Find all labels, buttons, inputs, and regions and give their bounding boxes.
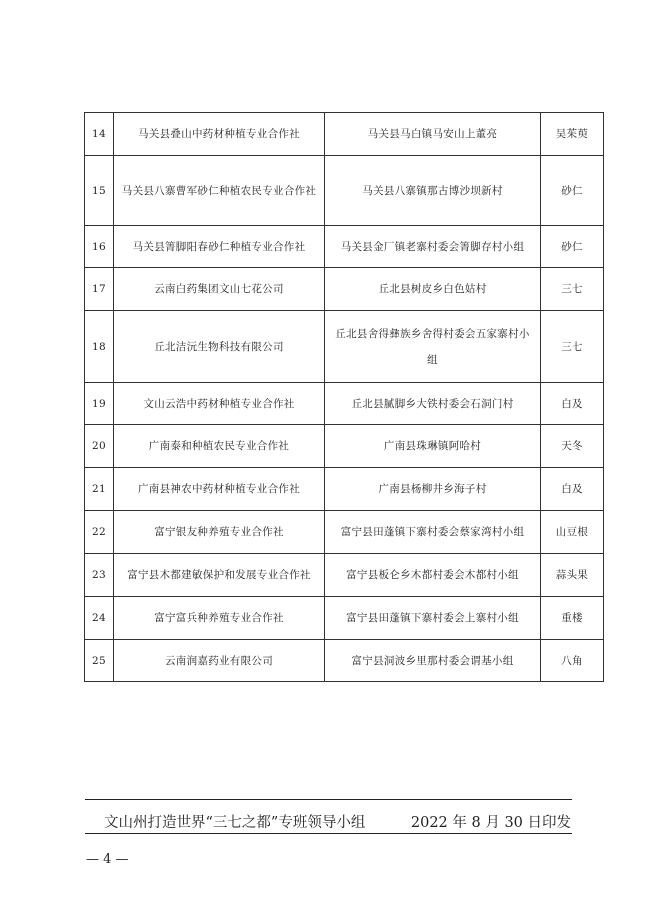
table-row: [85, 597, 604, 640]
table-row: [85, 156, 604, 226]
organization-name: 广南县神农中药材种植专业合作社: [114, 468, 325, 511]
base-location: 丘北县腻脚乡大铁村委会石洞门村: [325, 383, 541, 425]
base-location: 富宁县板仑乡木都村委会木都村小组: [325, 554, 541, 597]
row-number: 22: [85, 511, 114, 554]
row-number: 17: [85, 268, 114, 311]
crop-name: 吴茱萸: [541, 113, 604, 156]
organization-name: 文山云浩中药材种植专业合作社: [114, 383, 325, 425]
page-number: — 4 —: [86, 852, 129, 867]
crop-name: 三七: [541, 268, 604, 311]
table-row: [85, 640, 604, 682]
footer-top-rule: [85, 799, 572, 800]
base-location: 马关县金厂镇老寨村委会箐脚存村小组: [325, 226, 541, 268]
base-location: 广南县珠琳镇阿哈村: [325, 425, 541, 468]
crop-name: 白及: [541, 383, 604, 425]
row-number: 23: [85, 554, 114, 597]
organization-name: 富宁富兵种养殖专业合作社: [114, 597, 325, 640]
crop-name: 山豆根: [541, 511, 604, 554]
table-row: [85, 468, 604, 511]
crop-name: 砂仁: [541, 156, 604, 226]
table-row: [85, 383, 604, 425]
table-row: [85, 511, 604, 554]
crop-name: 三七: [541, 311, 604, 383]
row-number: 20: [85, 425, 114, 468]
crop-name: 八角: [541, 640, 604, 682]
base-location: 丘北县树皮乡白色姑村: [325, 268, 541, 311]
row-number: 14: [85, 113, 114, 156]
base-location: 富宁县洞波乡里那村委会谓基小组: [325, 640, 541, 682]
table-body: [85, 113, 604, 682]
cooperative-table: [84, 112, 604, 682]
footer-bottom-rule: [85, 833, 572, 834]
base-location: 富宁县田蓬镇下寨村委会蔡家湾村小组: [325, 511, 541, 554]
issue-date: 2022 年 8 月 30 日印发: [410, 815, 571, 831]
organization-name: 云南白药集团文山七花公司: [114, 268, 325, 311]
organization-name: 富宁县木都建敏保护和发展专业合作社: [114, 554, 325, 597]
crop-name: 白及: [541, 468, 604, 511]
organization-name: 富宁银友种养殖专业合作社: [114, 511, 325, 554]
base-location: 广南县杨柳井乡海子村: [325, 468, 541, 511]
crop-name: 砂仁: [541, 226, 604, 268]
table-row: [85, 554, 604, 597]
base-location: 马关县八寨镇那古博沙坝新村: [325, 156, 541, 226]
table-row: [85, 226, 604, 268]
row-number: 25: [85, 640, 114, 682]
row-number: 24: [85, 597, 114, 640]
row-number: 15: [85, 156, 114, 226]
table-row: [85, 268, 604, 311]
base-location: 马关县马白镇马安山上董亮: [325, 113, 541, 156]
organization-name: 云南润嘉药业有限公司: [114, 640, 325, 682]
organization-name: 马关县叠山中药材种植专业合作社: [114, 113, 325, 156]
row-number: 16: [85, 226, 114, 268]
row-number: 19: [85, 383, 114, 425]
table-row: [85, 425, 604, 468]
base-location: 丘北县舍得彝族乡舍得村委会五家寨村小组: [325, 311, 541, 383]
issuing-organization: 文山州打造世界“三七之都”专班领导小组: [104, 815, 366, 831]
organization-name: 马关县八寨曹军砂仁种植农民专业合作社: [114, 156, 325, 226]
row-number: 21: [85, 468, 114, 511]
table-row: [85, 113, 604, 156]
organization-name: 马关县箐脚阳春砂仁种植专业合作社: [114, 226, 325, 268]
table-row: [85, 311, 604, 383]
crop-name: 重楼: [541, 597, 604, 640]
row-number: 18: [85, 311, 114, 383]
crop-name: 天冬: [541, 425, 604, 468]
organization-name: 广南泰和种植农民专业合作社: [114, 425, 325, 468]
crop-name: 蒜头果: [541, 554, 604, 597]
organization-name: 丘北洁沅生物科技有限公司: [114, 311, 325, 383]
base-location: 富宁县田蓬镇下寨村委会上寨村小组: [325, 597, 541, 640]
